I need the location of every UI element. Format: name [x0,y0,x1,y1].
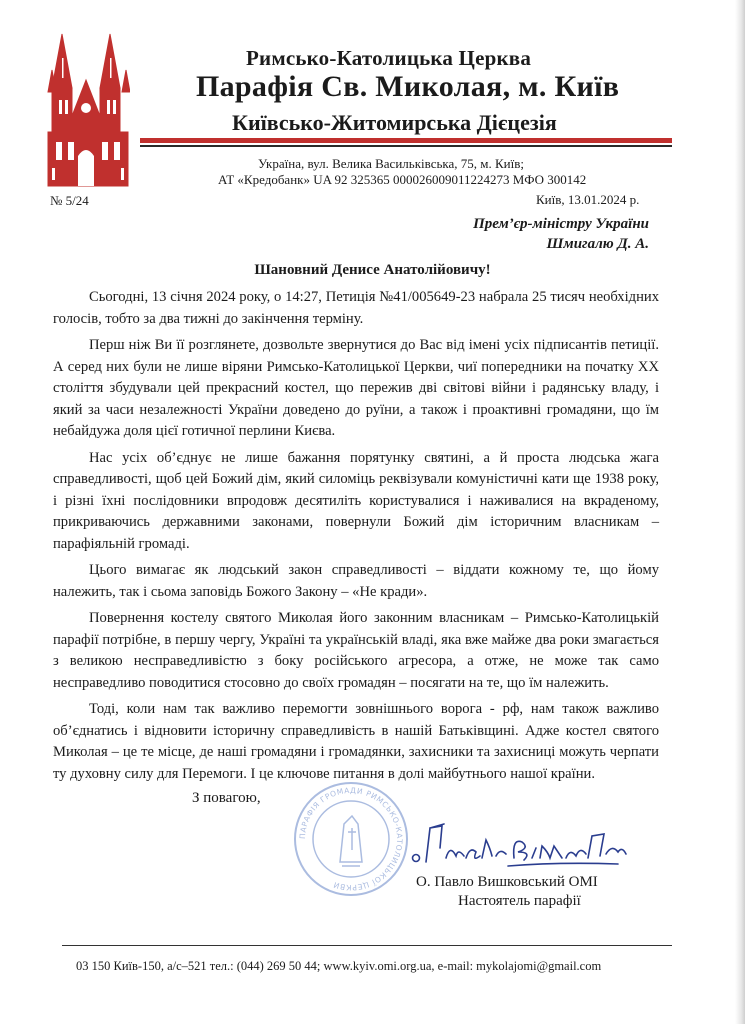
letter-body [53,287,659,790]
paragraph: Нас усіх об’єднує не лише бажання порятунку святині, а й проста людська жага справедливості, щоб цей Божий дім, який силоміць реквізували комуністичні кати ще 1938 року, і різні їхні послідовники впродовж десятиліть користувалися і наживалися на вкраденому, прикриваючись державними законами, повернули Божий дім історичним власникам – парафіяльній громаді. [53,449,659,552]
parish-address: Україна, вул. Велика Васильківська, 75, м. Київ; [258,156,524,171]
paragraph: Тоді, коли нам так важливо перемогти зовнішнього ворога - рф, нам також важливо об’єднатись і відновити історичну справедливість в нашій Батьківщині. Адже костел святого Миколая – це те місце, де наші громадяни і громадянки, захисники та захисниці можуть черпати ту духовну силу для Перемоги. І це ключове питання в долі майбутнього нашої країни. [53,701,659,782]
salutation: Шановний Денисе Анатолійовичу! [254,262,491,278]
paragraph: Перш ніж Ви її розглянете, дозвольте звернутися до Вас від імені усіх підписантів петиції. А серед них були не лише віряни Римсько-Католицької Церкви, чиї попередники на початку XX століття збудували цей прекрасний костел, що пережив дві світові війни і радянську владу, і який за часи незалежності України доведено до руїни, а також і проактивні громадяни, що їм небайдужа доля цієї готичної перлини Києва. [53,337,659,439]
document-number: № 5/24 [50,193,89,208]
parish-seal-stamp [292,780,410,898]
diocese-name: Київсько-Житомирська Дієцезія [232,110,557,135]
parish-name: Парафія Св. Миколая, м. Київ [196,70,620,103]
signer-name: О. Павло Вишковський ОМІ [416,874,598,890]
svg-text:ПАРАФІЯ ГРОМАДИ РИМСЬКО-КАТОЛИ: ПАРАФІЯ ГРОМАДИ РИМСЬКО-КАТОЛИЦЬКОЇ ЦЕРКВИ [297,785,405,893]
recipient-title: Прем’єр-міністру України [473,216,649,232]
letter-date: Київ, 13.01.2024 р. [536,192,640,207]
paragraph: Повернення костелу святого Миколая його законним власникам – Римсько-Католицькій парафії потрібне, в першу чергу, Україні та українській владі, яка вже майже два роки змагається з великою несправедливістю з боку російського агресора, а отже, не може так само несправедливо поводитися стосовно до своїх громадян – посягати на те, що їм належить. [53,610,659,691]
bank-details: АТ «Кредобанк» UA 92 325365 000026009011224273 МФО 300142 [218,172,587,187]
paragraph: Цього вимагає як людський закон справедливості – віддати кожному те, що йому належить, так і сьома заповідь Божого Закону – «Не кради». [53,562,659,600]
footer-contacts: 03 150 Київ-150, а/с–521 тел.: (044) 269 50 44; www.kyiv.omi.org.ua, e-mail: mykolajomi@gmail.com [76,959,602,973]
closing-regards: З повагою, [192,790,261,806]
paragraph: Сьогодні, 13 січня 2024 року, о 14:27, Петиція №41/005649-23 набрала 25 тисяч необхідних голосів, тобто за два тижні до закінчення терміну. [53,289,659,327]
recipient-name: Шмигалю Д. А. [546,236,649,252]
handwritten-signature [408,818,630,874]
signer-title: Настоятель парафії [458,893,581,909]
header-rule-black [140,145,672,147]
church-towers-logo [46,30,130,188]
header-rule-red [140,138,672,143]
scan-edge-shadow [735,0,745,1024]
church-name: Римсько-Католицька Церква [246,46,532,70]
footer-rule [62,945,672,946]
recipient-block [473,214,649,254]
